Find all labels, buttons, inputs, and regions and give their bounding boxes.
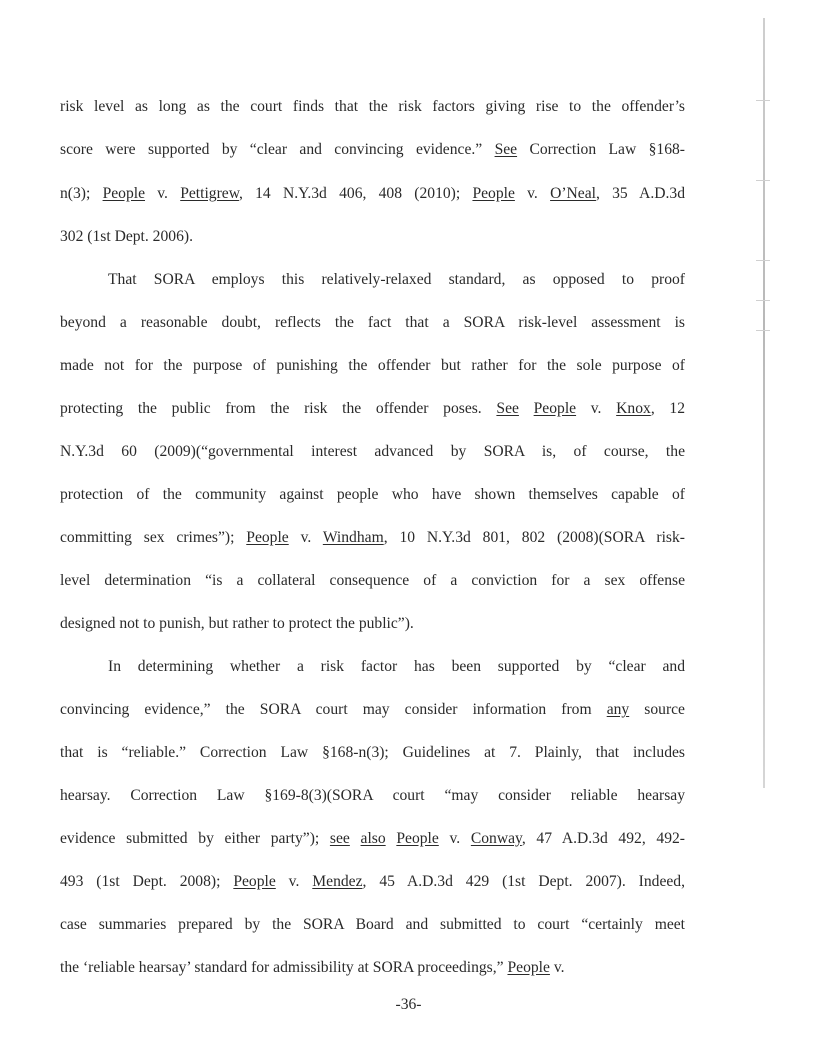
- citation-underlined: People: [507, 959, 550, 976]
- text-run: beyond a reasonable doubt, reflects the fact that a SORA risk-level assessment is: [60, 314, 685, 331]
- text-run: [350, 830, 361, 847]
- text-run: , 35 A.D.3d: [595, 185, 686, 202]
- text-run: v.: [576, 400, 617, 417]
- text-run: , 10 N.Y.3d 801, 802 (2008)(SORA risk-: [383, 529, 685, 546]
- citation-underlined: O’Neal: [550, 185, 596, 202]
- text-line: [60, 528, 685, 548]
- scan-edge-tick: [756, 260, 770, 261]
- text-run: hearsay. Correction Law §169-8(3)(SORA court “may consider reliable hearsay: [60, 787, 685, 804]
- citation-underlined: People: [233, 873, 276, 890]
- scan-edge-tick: [756, 330, 770, 331]
- text-run: 302 (1st Dept. 2006).: [60, 228, 193, 245]
- text-line: [60, 700, 685, 720]
- scan-edge-line: [763, 18, 765, 788]
- text-line: [60, 97, 685, 117]
- text-line: [60, 614, 685, 634]
- text-run: N.Y.3d 60 (2009)(“governmental interest advanced by SORA is, of course, the: [60, 443, 685, 460]
- text-run: committing sex crimes”);: [60, 529, 247, 546]
- text-line: [60, 356, 685, 376]
- citation-underlined: also: [360, 830, 386, 847]
- scan-edge-tick: [756, 100, 770, 101]
- text-run: , 47 A.D.3d 492, 492-: [521, 830, 685, 847]
- text-run: convincing evidence,” the SORA court may consider information from: [60, 701, 607, 718]
- text-run: v.: [438, 830, 471, 847]
- citation-underlined: People: [533, 400, 577, 417]
- text-line: [108, 270, 685, 290]
- citation-underlined: People: [102, 185, 146, 202]
- text-run: Correction Law §168-: [517, 141, 685, 158]
- text-run: n(3);: [60, 185, 103, 202]
- text-line: [60, 958, 685, 978]
- citation-underlined: See: [496, 400, 519, 417]
- text-line: [60, 571, 685, 591]
- text-line: [60, 227, 685, 247]
- text-run: the ‘reliable hearsay’ standard for admissibility at SORA proceedings,”: [60, 959, 508, 976]
- scan-edge-tick: [756, 180, 770, 181]
- text-line: [60, 313, 685, 333]
- text-run: v.: [275, 873, 313, 890]
- text-line: [60, 872, 685, 892]
- text-run: , 12: [650, 400, 686, 417]
- citation-underlined: any: [606, 701, 630, 718]
- citation-underlined: Windham: [322, 529, 384, 546]
- text-run: made not for the purpose of punishing the offender but rather for the sole purpose of: [60, 357, 685, 374]
- citation-underlined: Conway: [470, 830, 522, 847]
- text-line: [60, 485, 685, 505]
- citation-underlined: see: [329, 830, 350, 847]
- text-run: [519, 400, 534, 417]
- text-line: [60, 743, 685, 763]
- text-run: v.: [145, 185, 181, 202]
- text-run: level determination “is a collateral consequence of a conviction for a sex offense: [60, 572, 685, 589]
- citation-underlined: People: [472, 185, 515, 202]
- text-run: v.: [288, 529, 323, 546]
- text-run: protection of the community against people who have shown themselves capable of: [60, 486, 685, 503]
- text-run: That SORA employs this relatively-relaxed standard, as opposed to proof: [108, 271, 685, 288]
- text-run: evidence submitted by either party”);: [60, 830, 330, 847]
- text-run: [386, 830, 397, 847]
- citation-underlined: People: [396, 830, 439, 847]
- text-line: [60, 399, 685, 419]
- text-run: that is “reliable.” Correction Law §168-n(3); Guidelines at 7. Plainly, that includes: [60, 744, 685, 761]
- text-run: , 14 N.Y.3d 406, 408 (2010);: [238, 185, 473, 202]
- text-run: v.: [514, 185, 551, 202]
- text-run: case summaries prepared by the SORA Board and submitted to court “certainly meet: [60, 916, 685, 933]
- text-run: 493 (1st Dept. 2008);: [60, 873, 234, 890]
- text-line: [60, 442, 685, 462]
- scan-edge-tick: [756, 300, 770, 301]
- text-run: v.: [549, 959, 565, 976]
- text-run: In determining whether a risk factor has been supported by “clear and: [108, 658, 685, 675]
- citation-underlined: Mendez: [312, 873, 363, 890]
- text-line: [60, 140, 685, 160]
- text-run: source: [629, 701, 685, 718]
- text-run: protecting the public from the risk the offender poses.: [60, 400, 497, 417]
- text-run: , 45 A.D.3d 429 (1st Dept. 2007). Indeed,: [362, 873, 685, 890]
- citation-underlined: Knox: [616, 400, 651, 417]
- page-number: -36-: [395, 996, 422, 1013]
- text-line: [108, 657, 685, 677]
- citation-underlined: See: [494, 141, 518, 158]
- text-run: score were supported by “clear and convincing evidence.”: [60, 141, 495, 158]
- text-run: designed not to punish, but rather to protect the public”).: [60, 615, 414, 632]
- text-line: [60, 184, 685, 204]
- citation-underlined: Pettigrew: [180, 185, 239, 202]
- text-line: [60, 915, 685, 935]
- text-line: [60, 829, 685, 849]
- text-line: [60, 786, 685, 806]
- citation-underlined: People: [246, 529, 289, 546]
- text-run: risk level as long as the court finds that the risk factors giving rise to the offender’s: [60, 98, 685, 115]
